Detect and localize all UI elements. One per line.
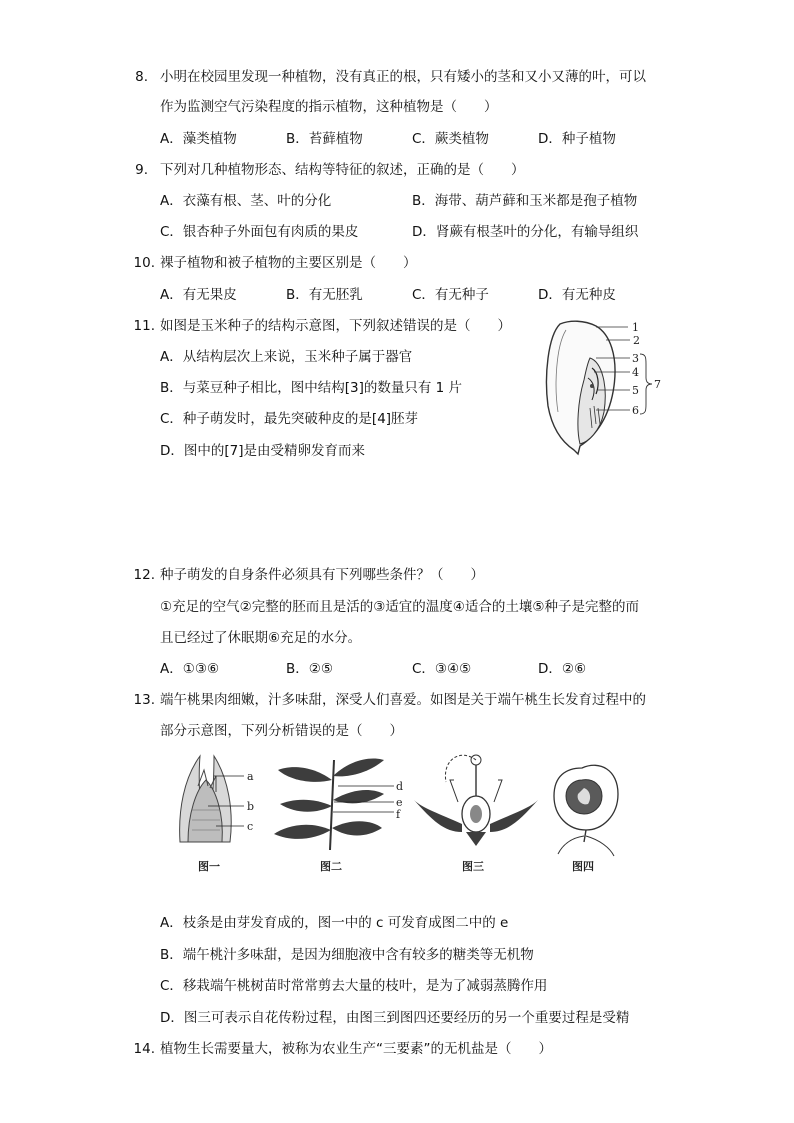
option-a: A．藻类植物 xyxy=(160,131,237,147)
question-text-line: 部分示意图，下列分析错误的是（ ） xyxy=(160,723,403,739)
question-text-line: 端午桃果肉细嫩，汁多味甜，深受人们喜爱。如图是关于端午桃生长发育过程中的 xyxy=(160,692,646,708)
question-text-line: 如图是玉米种子的结构示意图，下列叙述错误的是（ ） xyxy=(160,318,511,334)
label-5: 5 xyxy=(632,384,639,397)
question-number: 13. xyxy=(133,692,155,708)
question-text-line: 裸子植物和被子植物的主要区别是（ ） xyxy=(160,255,417,271)
figure-caption-2: 图二 xyxy=(320,860,342,873)
figure-caption-3: 图三 xyxy=(462,860,484,873)
question-number: 10. xyxy=(133,255,155,271)
option-c: C．移栽端午桃树苗时常常剪去大量的枝叶，是为了减弱蒸腾作用 xyxy=(160,978,548,994)
figure-2-branch xyxy=(274,759,403,873)
option-b: B．海带、葫芦藓和玉米都是孢子植物 xyxy=(412,193,638,209)
option-b: B．与菜豆种子相比，图中结构[3]的数量只有 1 片 xyxy=(160,380,463,396)
label-2: 2 xyxy=(633,334,640,347)
figure-1-bud xyxy=(180,756,254,873)
question-text-line: 作为监测空气污染程度的指示植物，这种植物是（ ） xyxy=(160,99,498,115)
option-b: B．苔藓植物 xyxy=(286,131,363,147)
label-f: f xyxy=(396,808,401,821)
option-c: C．蕨类植物 xyxy=(412,131,489,147)
corn-seed-diagram xyxy=(540,316,670,456)
question-number: 12. xyxy=(133,567,155,583)
question-text-line: 种子萌发的自身条件必须具有下列哪些条件？（ ） xyxy=(160,567,484,583)
option-d: D．肾蕨有根茎叶的分化，有输导组织 xyxy=(412,224,639,240)
option-a: A．枝条是由芽发育成的，图一中的 c 可发育成图二中的 e xyxy=(160,915,509,931)
label-d: d xyxy=(396,780,404,793)
option-d: D．有无种皮 xyxy=(538,287,616,303)
label-1: 1 xyxy=(632,321,639,334)
question-number: 9. xyxy=(135,162,148,178)
question-text-line: 植物生长需要量大，被称为农业生产“三要素”的无机盐是（ ） xyxy=(160,1041,552,1057)
label-e: e xyxy=(396,796,403,809)
option-c: C．种子萌发时，最先突破种皮的是[4]胚芽 xyxy=(160,411,419,427)
question-text-line: 小明在校园里发现一种植物，没有真正的根，只有矮小的茎和又小又薄的叶，可以 xyxy=(160,69,646,85)
label-6: 6 xyxy=(632,404,639,417)
question-text-line: 下列对几种植物形态、结构等特征的叙述，正确的是（ ） xyxy=(160,162,525,178)
option-b: B．有无胚乳 xyxy=(286,287,363,303)
option-d: D．种子植物 xyxy=(538,131,616,147)
figure-4-fruit xyxy=(554,765,618,873)
label-b: b xyxy=(247,800,255,813)
figure-caption-4: 图四 xyxy=(572,860,594,873)
option-a: A．从结构层次上来说，玉米种子属于器官 xyxy=(160,349,413,365)
label-a: a xyxy=(247,770,254,783)
option-d: D．图中的[7]是由受精卵发育而来 xyxy=(160,443,366,459)
option-d: D．图三可表示自花传粉过程，由图三到图四还要经历的另一个重要过程是受精 xyxy=(160,1010,630,1026)
figure-3-flower xyxy=(414,755,538,873)
option-b: B．端午桃汁多味甜，是因为细胞液中含有较多的糖类等无机物 xyxy=(160,947,534,963)
option-c: C．有无种子 xyxy=(412,287,489,303)
label-4: 4 xyxy=(632,366,639,379)
label-3: 3 xyxy=(632,352,639,365)
label-7: 7 xyxy=(654,378,661,391)
question-text-line: ①充足的空气②完整的胚而且是活的③适宜的温度④适合的土壤⑤种子是完整的而 xyxy=(160,599,640,615)
option-a: A．衣藻有根、茎、叶的分化 xyxy=(160,193,332,209)
option-b: B．②⑤ xyxy=(286,661,333,677)
question-number: 14. xyxy=(133,1041,155,1057)
figure-caption-1: 图一 xyxy=(198,860,220,873)
question-number: 11. xyxy=(133,318,155,334)
option-d: D．②⑥ xyxy=(538,661,587,677)
label-c: c xyxy=(247,820,254,833)
option-c: C．③④⑤ xyxy=(412,661,472,677)
option-a: A．有无果皮 xyxy=(160,287,237,303)
option-c: C．银杏种子外面包有肉质的果皮 xyxy=(160,224,359,240)
option-a: A．①③⑥ xyxy=(160,661,220,677)
peach-development-diagram xyxy=(170,750,630,880)
question-number: 8. xyxy=(135,69,148,85)
question-text-line: 且已经过了休眠期⑥充足的水分。 xyxy=(160,630,362,646)
